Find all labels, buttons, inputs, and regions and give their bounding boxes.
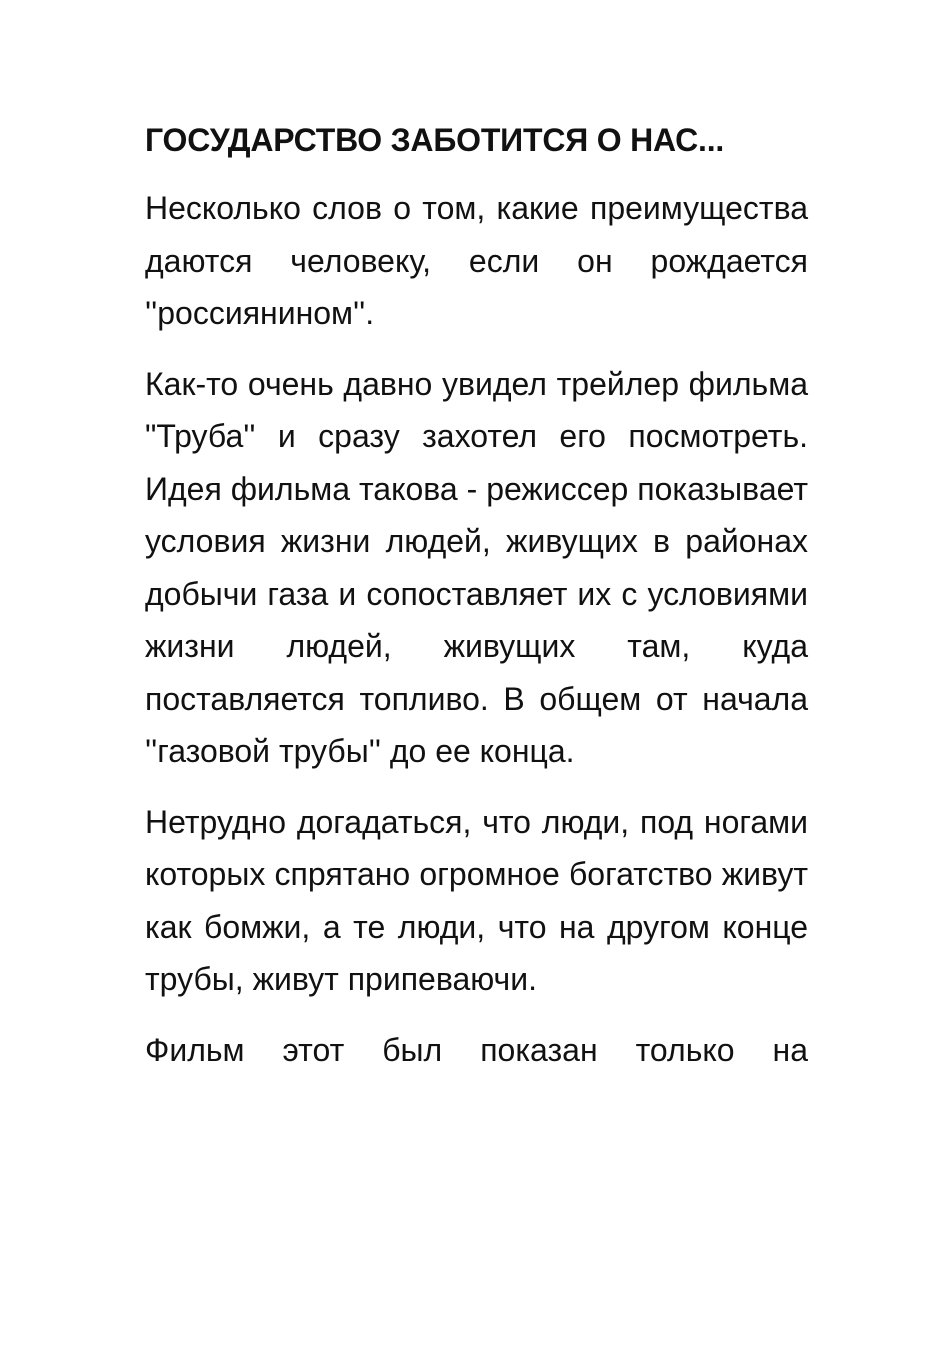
paragraph-film-shown: Фильм этот был показан только на — [145, 1031, 808, 1068]
document-title: ГОСУДАРСТВО ЗАБОТИТСЯ О НАС... — [145, 122, 725, 158]
paragraph-contrast: Нетрудно догадаться, что люди, под ногами которых спрятано огромное богатство живут как бомжи, а те люди, что на другом конце трубы, живут припеваючи. — [145, 803, 808, 997]
paragraph-trailer: Как-то очень давно увидел трейлер фильма "Труба'' и сразу захотел его посмотреть. Идея фильма такова - режиссер показывает условия жизни людей, живущих в районах добычи газа и сопоставляет их с условиями жизни людей, живущих там, куда поставляется топливо. В общем от начала ''газовой трубы'' до ее конца. — [145, 365, 808, 769]
document-page — [145, 116, 808, 1076]
paragraph-intro: Несколько слов о том, какие преимущества даются человеку, если он рождается ''россиянином''. — [145, 190, 808, 331]
